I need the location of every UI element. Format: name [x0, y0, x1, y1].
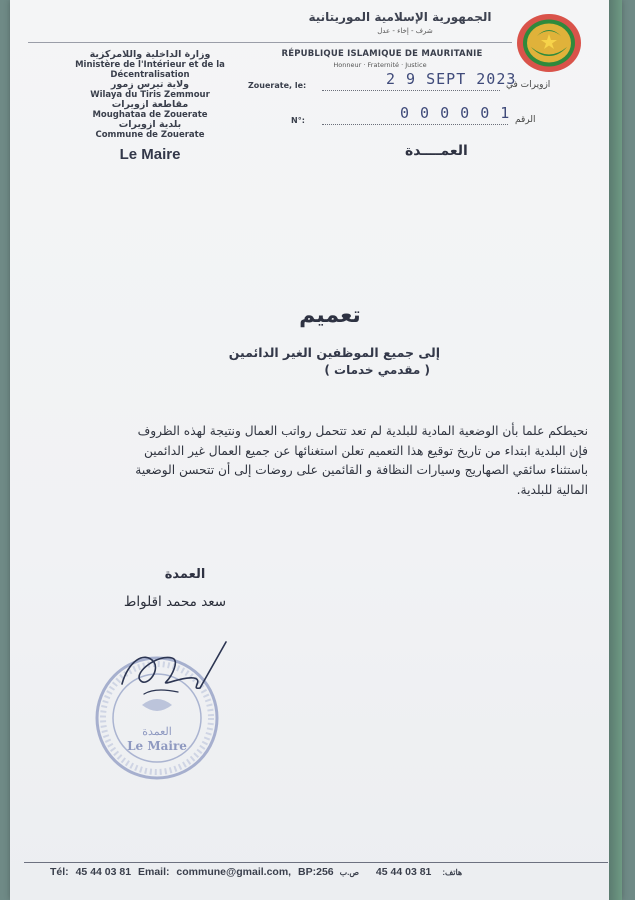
office-heading: العمــــدة: [405, 143, 468, 159]
body-line: المالية للبلدية.: [516, 482, 588, 497]
french-republic-name: RÉPUBLIQUE ISLAMIQUE DE MAURITANIE: [281, 49, 483, 59]
arabic-motto: شرف - إخاء - عدل: [377, 27, 433, 35]
wilaya-fr: Wilaya du Tiris Zemmour: [90, 90, 210, 100]
recipients-note: ( مقدمي خدمات ): [324, 363, 430, 377]
stamp-label: Le Maire: [127, 739, 187, 753]
email-address: commune@gmail.com,: [176, 866, 292, 878]
po-box: BP:256: [298, 866, 334, 878]
commune-fr: Commune de Zouerate: [95, 130, 205, 140]
letter-page: [10, 0, 622, 900]
wilaya-ar: ولاية تيرس زمور: [110, 79, 190, 90]
mayor-title: Le Maire: [119, 146, 181, 163]
body-line: فإن البلدية ابتداء من تاريخ توقيع هذا التعميم تعلن استغنائها عن جميع العمال غير الدائمين: [143, 443, 588, 458]
phone-ar-label: هاتف:: [442, 868, 463, 877]
ministry-fr-line1: Ministère de l'Intérieur et de la: [75, 60, 225, 70]
header-rule: [28, 42, 512, 43]
tel-label: Tél:: [50, 866, 69, 878]
number-label-fr: N°:: [291, 116, 305, 125]
moughataa-fr: Moughataa de Zouerate: [92, 110, 208, 120]
date-dotted-line: [322, 90, 500, 91]
commune-ar: بلدية ازويرات: [118, 119, 182, 130]
body-line: نحيطكم علما بأن الوضعية المادية للبلدية لم تعد تتحمل رواتب العمال ونتيجة لهذه الظروف: [137, 424, 588, 438]
page-edge: [609, 0, 622, 900]
ministry-ar: وزارة الداخلية واللامركزية: [89, 49, 211, 60]
mauritania-emblem-icon: [515, 12, 583, 74]
phone-ar-value: 45 44 03 81: [375, 866, 432, 878]
po-box-ar: ص.ب: [339, 868, 359, 877]
number-dotted-line: [322, 124, 508, 125]
document-title: تعميم: [299, 303, 361, 328]
signatory-title: العمدة: [164, 567, 206, 582]
body-line: باستثناء سائقي الصهاريج وسيارات النظافة و القائمين على روضات إلى أن تتحسن الوضعية: [135, 463, 588, 477]
date-value: 2 9 SEPT 2023: [386, 70, 517, 88]
handwritten-signature-icon: [114, 632, 234, 712]
stamp-label-ar: العمدة: [142, 725, 172, 738]
tel-number: 45 44 03 81: [75, 866, 132, 878]
email-label: Email:: [137, 866, 170, 878]
circular-body: [50, 422, 588, 500]
date-label-ar: ازويرات في: [506, 80, 551, 90]
arabic-republic-name: الجمهورية الإسلامية الموريتانية: [308, 10, 492, 24]
number-value: 0 0 0 0 0 1: [400, 104, 511, 122]
number-label-ar: الرقم: [515, 115, 536, 125]
date-label-fr: Zouerate, le:: [248, 81, 307, 90]
moughataa-ar: مقاطعة ازويرات: [111, 99, 189, 110]
recipients-line: إلى جميع الموظفين الغير الدائمين: [228, 345, 440, 360]
french-motto: Honneur · Fraternité · Justice: [333, 61, 427, 69]
ministry-fr-line2: Décentralisation: [110, 70, 190, 80]
footer-contact: [50, 866, 590, 878]
signatory-name: سعد محمد اقلواط: [123, 594, 227, 610]
administrative-block: [50, 50, 250, 140]
footer-rule: [24, 862, 608, 863]
